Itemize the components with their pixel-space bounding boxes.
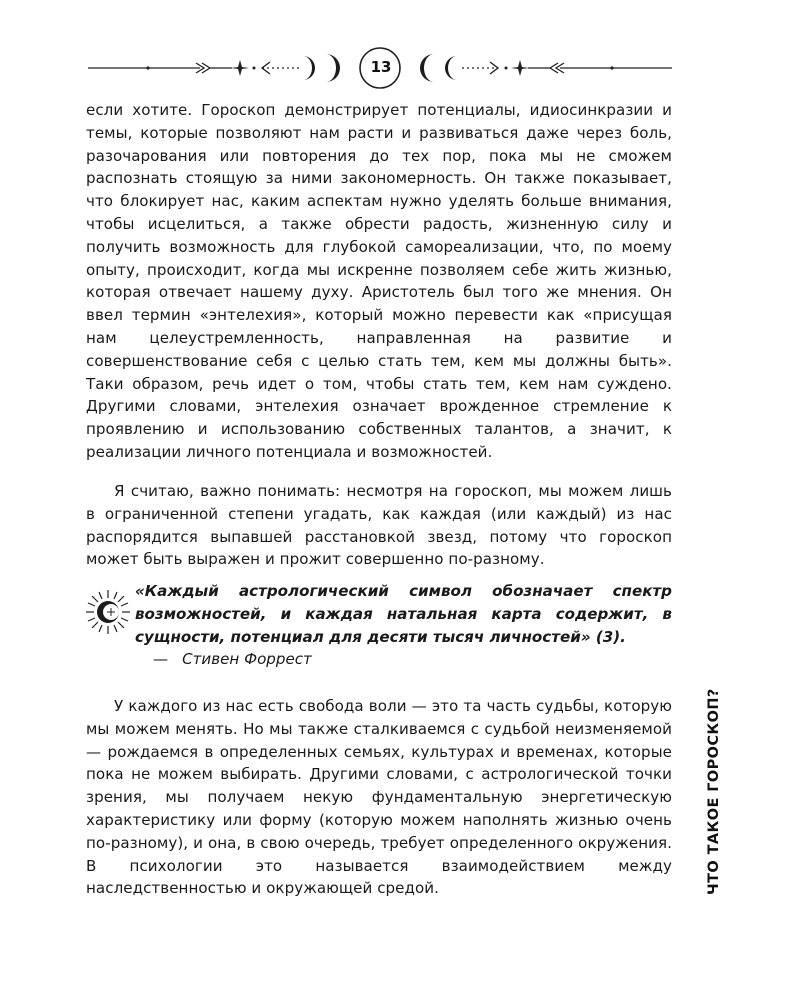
quote-attribution xyxy=(153,648,312,670)
attribution-dash: — xyxy=(153,650,169,668)
page-number: 13 xyxy=(370,58,392,76)
sun-icon xyxy=(84,588,132,636)
paragraph-1: если хотите. Гороскоп демонстрирует потенциалы, идиосинкразии и темы, которые позволяют нам расти и развиваться даже через боль, разочарования или повторения до тех пор, пока мы не сможем распознать стоящую за ними закономерность. Он также показывает, что блокирует нас, каким аспектам нужно уделять больше внимания, чтобы исцелиться, а также обрести радость, жизненную силу и получить возможность для глубокой самореализации, что, по моему опыту, происходит, когда мы искренне позволяем себе жить жизнью, которая отвечает нашему духу. Аристотель был того же мнения. Он ввел термин «энтелехия», который можно перевести как «присущая нам целеустремленность, направленная на развитие и совершенствование себя с целью стать тем, кем мы должны быть». Таки образом, речь идет о том, чтобы стать тем, кем нам суждено. Другими словами, энтелехия означает врожденное стремление к проявлению и использованию собственных талантов, а значит, к реализации личного потенциала и возможностей. xyxy=(86,101,672,461)
chapter-side-title: ЧТО ТАКОЕ ГОРОСКОП? xyxy=(706,688,722,895)
paragraph-2: Я считаю, важно понимать: несмотря на гороскоп, мы можем лишь в ограниченной степени угадать, как каждая (или каждый) из нас распорядится выпавшей расстановкой звезд, потому что гороскоп может быть выражен и прожит совершенно по-разному. xyxy=(86,482,672,569)
quote-author: Стивен Форрест xyxy=(182,650,312,668)
paragraph-3: У каждого из нас есть свобода воли — это та часть судьбы, которую мы можем менять. Но мы также сталкиваемся с судьбой неизменяемой — рождаемся в определенных семьях, культурах и временах, которые пока не можем выбирать. Другими словами, с астрологической точки зрения, мы получаем некую фундаментальную энергетическую характеристику или форму (которую можем наполнять жизнью очень по-разному), и она, в свою очередь, требует определенного окружения. В психологии это называется взаимодействием между наследственностью и окружающей средой. xyxy=(86,697,672,898)
quote-text: «Каждый астрологический символ обозначает спектр возможностей, и каждая натальная карта содержит, в сущности, потенциал для десяти тысяч личностей» (3). xyxy=(135,582,672,646)
